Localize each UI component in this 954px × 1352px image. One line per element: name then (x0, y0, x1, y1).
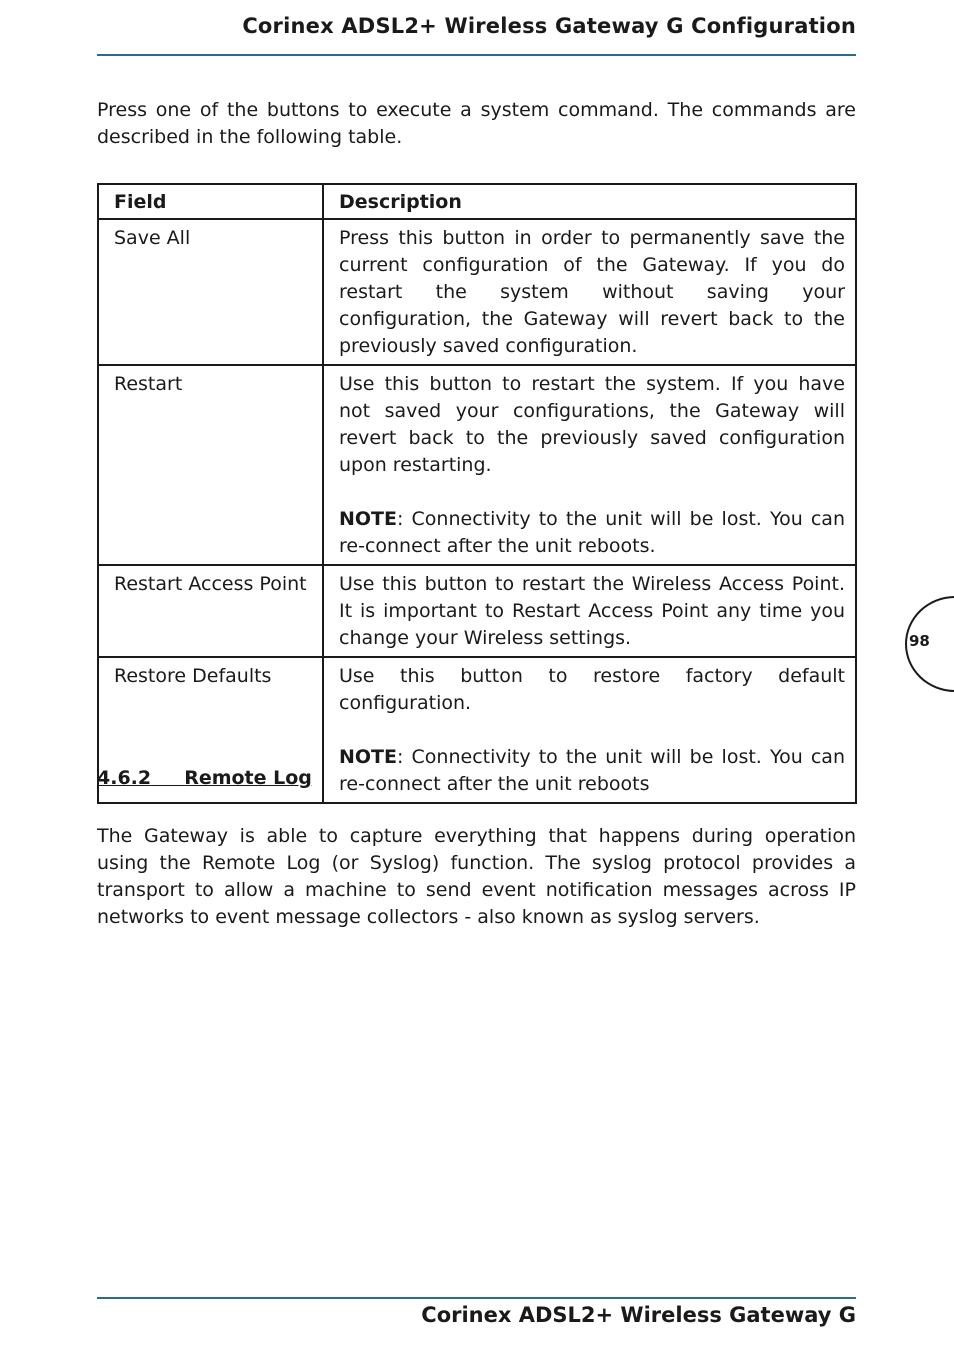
description-text: Press this button in order to permanently save the current configuration of the Gateway. If you do restart the system without saving your configuration, the Gateway will revert back to the previously saved configuration. (339, 227, 845, 357)
column-header-field: Field (98, 184, 323, 219)
section-number: 4.6.2 (97, 767, 152, 789)
note-label: NOTE (339, 746, 397, 768)
table-row (98, 565, 856, 657)
description-cell (323, 565, 856, 657)
description-text: Use this button to restart the system. If you have not saved your configurations, the Gateway will revert back to the previously saved configuration upon restarting. (339, 373, 845, 476)
note-label: NOTE (339, 508, 397, 530)
field-cell: Restart (98, 365, 323, 565)
page-number: 98 (909, 632, 930, 650)
section-title: Remote Log (184, 767, 312, 789)
column-header-description: Description (323, 184, 856, 219)
description-text: Use this button to restart the Wireless Access Point. It is important to Restart Access Point any time you change your Wireless settings. (339, 573, 845, 649)
description-cell (323, 657, 856, 803)
commands-table (97, 183, 857, 804)
section-heading (97, 767, 312, 789)
description-cell (323, 219, 856, 365)
note-paragraph (339, 744, 845, 798)
description-cell (323, 365, 856, 565)
field-cell: Save All (98, 219, 323, 365)
section-body-paragraph: The Gateway is able to capture everything that happens during operation using the Remote Log (or Syslog) function. The syslog protocol provides a transport to allow a machine to send event notification messages across IP networks to event message collectors - also known as syslog servers. (97, 825, 856, 928)
page-footer-title: Corinex ADSL2+ Wireless Gateway G (421, 1303, 856, 1327)
field-cell: Restart Access Point (98, 565, 323, 657)
header-divider (97, 54, 856, 56)
table-header-row (98, 184, 856, 219)
table-row (98, 219, 856, 365)
footer-divider (97, 1297, 856, 1299)
note-text: : Connectivity to the unit will be lost. You can re-connect after the unit reboots. (339, 508, 845, 557)
intro-paragraph: Press one of the buttons to execute a system command. The commands are described in the following table. (97, 99, 856, 148)
note-paragraph (339, 506, 845, 560)
table-row (98, 365, 856, 565)
description-text: Use this button to restore factory default configuration. (339, 665, 845, 714)
field-cell: Restore Defaults (98, 657, 323, 803)
note-text: : Connectivity to the unit will be lost. You can re-connect after the unit reboots (339, 746, 845, 795)
page-header-title: Corinex ADSL2+ Wireless Gateway G Configuration (242, 14, 856, 38)
